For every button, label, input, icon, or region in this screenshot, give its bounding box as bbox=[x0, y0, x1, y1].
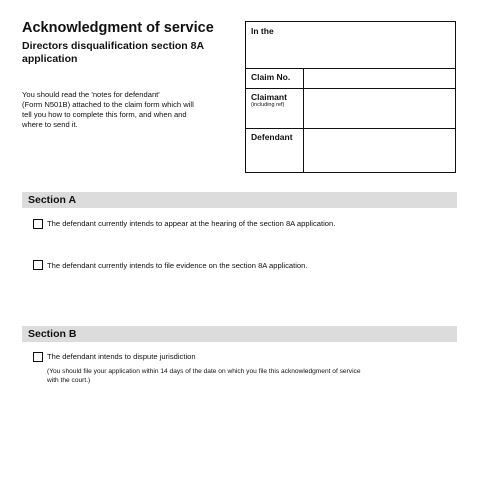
section-b-header bbox=[22, 326, 457, 342]
claimant-sublabel: (including ref) bbox=[251, 102, 285, 108]
dispute-jurisdiction-note bbox=[47, 368, 452, 385]
instructions-text bbox=[22, 90, 237, 130]
instructions-line: where to send it. bbox=[22, 120, 78, 129]
claim-no-row bbox=[246, 68, 455, 88]
claim-no-label-cell bbox=[246, 69, 304, 88]
claim-no-label: Claim No. bbox=[251, 72, 291, 82]
defendant-label: Defendant bbox=[251, 132, 293, 142]
claimant-label-cell bbox=[246, 89, 304, 128]
appear-at-hearing-checkbox[interactable] bbox=[33, 219, 43, 229]
dispute-jurisdiction-checkbox[interactable] bbox=[33, 352, 43, 362]
claim-no-field[interactable] bbox=[304, 69, 455, 88]
note-line: with the court.) bbox=[47, 376, 91, 384]
instructions-line: tell you how to complete this form, and when and bbox=[22, 110, 187, 119]
dispute-jurisdiction-label: The defendant intends to dispute jurisdiction bbox=[47, 352, 196, 361]
note-line: (You should file your application within 14 days of the date on which you file this acknowledgment of service bbox=[47, 368, 361, 375]
claimant-row bbox=[246, 88, 455, 128]
defendant-row bbox=[246, 128, 455, 173]
form-subtitle: Directors disqualification section 8A application bbox=[22, 40, 204, 65]
section-a-header bbox=[22, 192, 457, 208]
claimant-field[interactable] bbox=[304, 89, 455, 128]
section-a-title: Section A bbox=[28, 194, 77, 206]
defendant-field[interactable] bbox=[304, 129, 455, 173]
instructions-line: You should read the 'notes for defendant' bbox=[22, 90, 160, 99]
court-name-label: In the bbox=[251, 26, 274, 36]
appear-at-hearing-label: The defendant currently intends to appear at the hearing of the section 8A application. bbox=[47, 219, 336, 228]
section-b-title: Section B bbox=[28, 328, 77, 340]
instructions-line: (Form N501B) attached to the claim form which will bbox=[22, 100, 194, 109]
court-details-box bbox=[245, 21, 456, 173]
file-evidence-checkbox[interactable] bbox=[33, 260, 43, 270]
defendant-label-cell bbox=[246, 129, 304, 173]
file-evidence-label: The defendant currently intends to file evidence on the section 8A application. bbox=[47, 261, 308, 270]
form-title: Acknowledgment of service bbox=[22, 20, 214, 36]
claimant-label: Claimant bbox=[251, 92, 287, 102]
